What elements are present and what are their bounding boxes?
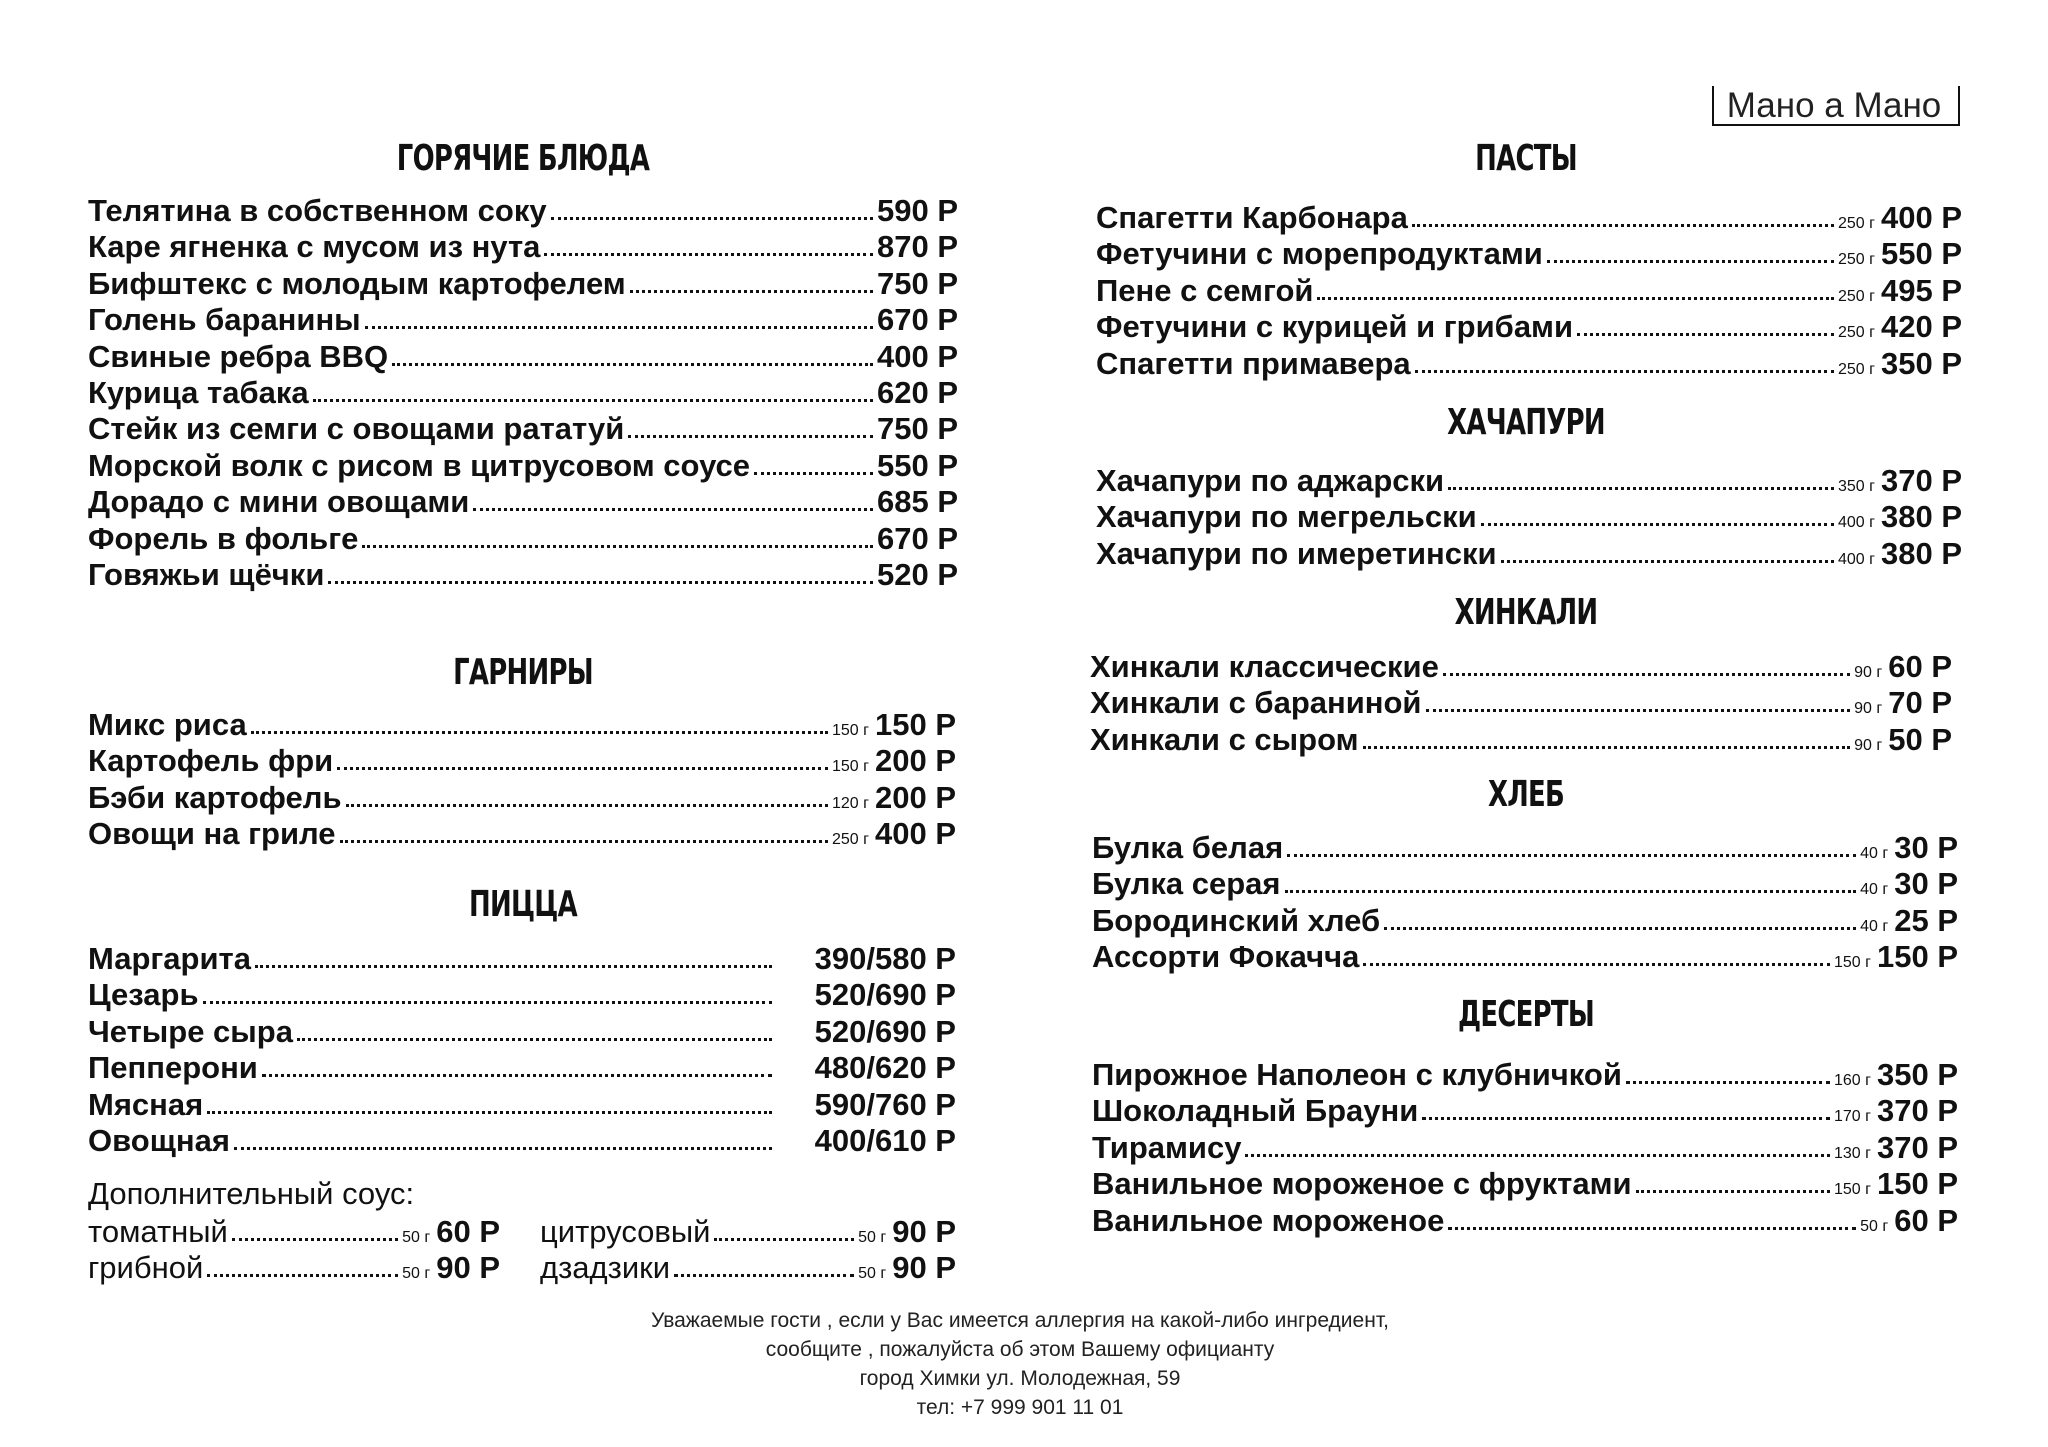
menu-item-weight: 250 г: [1838, 215, 1875, 232]
dot-leader: [255, 964, 772, 968]
menu-item-name: Тирамису: [1092, 1129, 1242, 1165]
dot-leader: [473, 507, 873, 511]
dot-leader: [340, 839, 828, 843]
menu-item-weight: 150 г: [832, 758, 869, 776]
menu-item-name: Голень баранины: [88, 302, 361, 338]
section-title-hot: ГОРЯЧИЕ БЛЮДА: [396, 138, 650, 179]
menu-item: [88, 448, 958, 484]
menu-item-price: 380 Р: [1880, 499, 1962, 535]
menu-item-price: 750 Р: [876, 265, 958, 301]
dot-leader: [1285, 889, 1857, 893]
menu-item-name: Шоколадный Брауни: [1092, 1093, 1419, 1129]
sauce-item: [540, 1214, 956, 1250]
dot-leader: [1422, 1116, 1830, 1120]
menu-item: [88, 743, 956, 779]
dot-leader: [297, 1037, 772, 1041]
dot-leader: [337, 766, 828, 770]
menu-item: [88, 780, 956, 816]
sauce-item-price: 90 Р: [892, 1214, 956, 1249]
menu-item-price: 150 Р: [874, 707, 956, 742]
menu-item-name: Булка серая: [1092, 866, 1281, 902]
menu-item-price: 350 Р: [1876, 1057, 1958, 1092]
menu-item-weight: 250 г: [1838, 287, 1875, 305]
menu-item-price: 150 Р: [1876, 939, 1958, 975]
sauce-item-price: 90 Р: [436, 1250, 500, 1285]
dot-leader: [1384, 926, 1856, 930]
dot-leader: [1287, 853, 1856, 857]
menu-item-name: Пирожное Наполеон с клубничкой: [1092, 1057, 1622, 1092]
menu-item-weight: 120 г: [832, 794, 869, 812]
sauce-item-name: дзадзики: [540, 1250, 671, 1285]
menu-item: [1092, 830, 1958, 866]
dot-leader: [551, 216, 873, 220]
menu-item-price: 670 Р: [876, 520, 958, 556]
menu-item-price: 550 Р: [1880, 236, 1962, 272]
menu-item-weight: 50 г: [1860, 1217, 1889, 1235]
menu-item: [1096, 309, 1962, 345]
dot-leader: [754, 471, 873, 475]
dot-leader: [714, 1237, 854, 1241]
menu-item: [1092, 1093, 1958, 1129]
dot-leader: [1501, 559, 1834, 563]
menu-item-name: Ванильное мороженое: [1092, 1202, 1445, 1238]
dot-leader: [207, 1110, 772, 1114]
menu-item-price: 495 Р: [1880, 272, 1962, 308]
menu-item-name: Овощи на гриле: [88, 816, 336, 852]
menu-item-weight: 250 г: [1838, 324, 1875, 342]
menu-item: [88, 977, 956, 1013]
menu-item: [88, 302, 958, 338]
menu-item-name: Говяжьи щёчки: [88, 557, 325, 592]
menu-item-name: Фетучини с морепродуктами: [1096, 236, 1543, 272]
dot-leader: [1412, 223, 1834, 227]
menu-item: [1090, 685, 1952, 721]
menu-item-price: 60 Р: [1888, 649, 1952, 684]
menu-item: [88, 1087, 956, 1123]
menu-item: [1096, 499, 1962, 535]
menu-item-weight: 130 г: [1834, 1144, 1871, 1162]
menu-item: [88, 193, 958, 229]
menu-item: [88, 375, 958, 411]
menu-item-name: Хачапури по имеретински: [1096, 535, 1497, 571]
menu-item: [1092, 1057, 1958, 1093]
menu-item-name: Морской волк с рисом в цитрусовом соусе: [88, 447, 751, 483]
menu-item: [1092, 866, 1958, 902]
menu-item-name: Спагетти Карбонара: [1096, 200, 1408, 235]
menu-item: [88, 1014, 956, 1050]
menu-item-price: 550 Р: [876, 447, 958, 483]
dot-leader: [251, 730, 828, 734]
section-title-pizza: ПИЦЦА: [469, 884, 577, 925]
menu-item: [88, 1123, 956, 1159]
menu-item-name: Четыре сыра: [88, 1013, 293, 1049]
menu-item-name: Стейк из семги с овощами рататуй: [88, 411, 625, 447]
sauce-item-weight: 50 г: [858, 1265, 887, 1282]
dot-leader: [362, 544, 873, 548]
section-title-khachapuri: ХАЧАПУРИ: [1447, 402, 1605, 443]
menu-item-name: Микс риса: [88, 707, 247, 742]
menu-item: [1092, 1130, 1958, 1166]
sauce-item-weight: 50 г: [858, 1229, 887, 1246]
menu-item-price: 520/690 Р: [814, 977, 956, 1013]
menu-item: [1096, 536, 1962, 572]
menu-item-weight: 250 г: [1838, 360, 1875, 378]
menu-item-name: Форель в фольге: [88, 520, 359, 556]
sauce-item-name: грибной: [88, 1250, 204, 1285]
menu-item-weight: 40 г: [1860, 881, 1889, 899]
dot-leader: [1481, 522, 1834, 526]
menu-item-price: 30 Р: [1894, 830, 1958, 865]
menu-item: [1090, 722, 1952, 758]
dot-leader: [1626, 1080, 1830, 1084]
menu-item-price: 520/690 Р: [814, 1013, 956, 1049]
menu-item-weight: 400 г: [1838, 514, 1875, 532]
menu-item-price: 380 Р: [1880, 535, 1962, 571]
dot-leader: [328, 580, 873, 584]
dot-leader: [1245, 1153, 1830, 1157]
menu-item-price: 50 Р: [1888, 721, 1952, 757]
menu-item-price: 870 Р: [876, 229, 958, 265]
dot-leader: [313, 398, 873, 402]
sauce-item-price: 90 Р: [892, 1250, 956, 1285]
menu-item-weight: 40 г: [1860, 917, 1889, 935]
menu-item-price: 370 Р: [1876, 1129, 1958, 1165]
menu-item-weight: 250 г: [1838, 251, 1875, 269]
menu-item: [88, 484, 958, 520]
sauce-item: [88, 1214, 500, 1250]
dot-leader: [1363, 962, 1830, 966]
menu-item-name: Хинкали с сыром: [1090, 721, 1359, 757]
menu-item-weight: 250 г: [832, 831, 869, 849]
dot-leader: [1415, 369, 1834, 373]
sauce-item-name: цитрусовый: [540, 1214, 711, 1249]
menu-item-name: Хачапури по мегрельски: [1096, 499, 1477, 535]
section-title-pasta: ПАСТЫ: [1475, 138, 1577, 179]
menu-item: [1096, 236, 1962, 272]
menu-item-price: 670 Р: [876, 302, 958, 338]
menu-item-name: Хинкали с бараниной: [1090, 685, 1422, 721]
menu-item-name: Хинкали классические: [1090, 649, 1439, 684]
menu-item-name: Булка белая: [1092, 830, 1284, 865]
menu-item-name: Фетучини с курицей и грибами: [1096, 309, 1574, 345]
menu-item-price: 590 Р: [876, 193, 958, 228]
section-title-desserts: ДЕСЕРТЫ: [1457, 994, 1595, 1035]
menu-item-weight: 150 г: [1834, 1181, 1871, 1199]
menu-item-price: 350 Р: [1880, 345, 1962, 381]
dot-leader: [630, 289, 873, 293]
menu-item-weight: 40 г: [1860, 845, 1889, 862]
dot-leader: [1636, 1189, 1830, 1193]
menu-item: [1096, 346, 1962, 382]
menu-item: [88, 557, 958, 593]
menu-item-name: Мясная: [88, 1086, 204, 1122]
menu-item: [1092, 1166, 1958, 1202]
menu-item-weight: 160 г: [1834, 1072, 1871, 1089]
section-title-bread: ХЛЕБ: [1487, 774, 1565, 815]
menu-item-price: 400/610 Р: [814, 1123, 956, 1158]
dot-leader: [203, 1000, 773, 1004]
dot-leader: [1317, 296, 1834, 300]
dot-leader: [1448, 486, 1834, 490]
dot-leader: [207, 1273, 398, 1277]
menu-item-price: 620 Р: [876, 375, 958, 410]
menu-item-price: 150 Р: [1876, 1166, 1958, 1202]
menu-item: [88, 229, 958, 265]
menu-item-name: Телятина в собственном соку: [88, 193, 547, 228]
menu-item-name: Маргарита: [88, 941, 251, 976]
section-title-khinkali: ХИНКАЛИ: [1454, 592, 1598, 633]
dot-leader: [234, 1146, 772, 1150]
menu-item-price: 400 Р: [876, 338, 958, 374]
dot-leader: [365, 325, 873, 329]
dot-leader: [392, 362, 873, 366]
menu-item-name: Пене с семгой: [1096, 272, 1314, 308]
footer-allergy-line-1: Уважаемые гости , если у Вас имеется аллергия на какой-либо ингредиент,: [651, 1309, 1389, 1332]
footer-allergy-line-2: сообщите , пожалуйста об этом Вашему официанту: [765, 1338, 1275, 1361]
footer-phone: тел: +7 999 901 11 01: [916, 1396, 1124, 1419]
menu-item-name: Ванильное мороженое с фруктами: [1092, 1166, 1632, 1202]
menu-item-name: Бородинский хлеб: [1092, 902, 1381, 938]
menu-item-price: 685 Р: [876, 484, 958, 520]
sauce-item-price: 60 Р: [436, 1214, 500, 1249]
menu-item-weight: 400 г: [1838, 550, 1875, 568]
menu-item-name: Пепперони: [88, 1050, 258, 1086]
sauce-item: [540, 1250, 956, 1286]
menu-item-name: Каре ягненка с мусом из нута: [88, 229, 541, 265]
menu-item-price: 200 Р: [874, 743, 956, 779]
dot-leader: [1547, 259, 1834, 263]
menu-item-weight: 90 г: [1854, 664, 1883, 681]
menu-item-name: Цезарь: [88, 977, 199, 1013]
dot-leader: [1426, 708, 1851, 712]
dot-leader: [544, 252, 873, 256]
menu-item-weight: 90 г: [1854, 700, 1883, 718]
brand-logo: Мано а Мано: [1712, 86, 1960, 126]
menu-item-weight: 150 г: [1834, 954, 1871, 972]
menu-item-name: Овощная: [88, 1123, 230, 1158]
dot-leader: [1363, 745, 1851, 749]
menu-item: [1096, 273, 1962, 309]
footer-address: город Химки ул. Молодежная, 59: [859, 1367, 1181, 1390]
menu-item-weight: 350 г: [1838, 478, 1875, 495]
menu-item-price: 520 Р: [876, 557, 958, 592]
menu-item: [88, 707, 956, 743]
menu-item-name: Дорадо с мини овощами: [88, 484, 470, 520]
menu-item-price: 370 Р: [1876, 1093, 1958, 1129]
menu-item: [1092, 1203, 1958, 1239]
menu-item-name: Хачапури по аджарски: [1096, 463, 1445, 498]
menu-item: [1090, 649, 1952, 685]
menu-item-name: Бэби картофель: [88, 779, 342, 815]
menu-item-name: Свиные ребра BBQ: [88, 338, 389, 374]
menu-item: [88, 339, 958, 375]
dot-leader: [232, 1237, 398, 1241]
menu-item-price: 420 Р: [1880, 309, 1962, 345]
menu-item-price: 480/620 Р: [814, 1050, 956, 1086]
menu-item-name: Ассорти Фокачча: [1092, 939, 1360, 975]
menu-item-weight: 90 г: [1854, 736, 1883, 754]
menu-item-name: Курица табака: [88, 375, 309, 410]
dot-leader: [346, 803, 828, 807]
menu-item: [88, 816, 956, 852]
menu-item-price: 70 Р: [1888, 685, 1952, 721]
sauce-item-name: томатный: [88, 1214, 228, 1249]
menu-item-price: 400 Р: [874, 816, 956, 852]
menu-item: [88, 266, 958, 302]
dot-leader: [674, 1273, 854, 1277]
menu-item: [88, 1050, 956, 1086]
menu-item: [1092, 903, 1958, 939]
menu-item-price: 590/760 Р: [814, 1086, 956, 1122]
dot-leader: [628, 434, 873, 438]
sauce-item-weight: 50 г: [402, 1229, 431, 1246]
menu-item-name: Бифштекс с молодым картофелем: [88, 265, 626, 301]
menu-item-price: 30 Р: [1894, 866, 1958, 902]
sauce-item-weight: 50 г: [402, 1265, 431, 1282]
menu-item: [1096, 463, 1962, 499]
menu-item-price: 25 Р: [1894, 902, 1958, 938]
menu-item-price: 60 Р: [1894, 1202, 1958, 1238]
menu-item: [1092, 939, 1958, 975]
sauce-title: Дополнительный соус:: [88, 1176, 415, 1211]
menu-item-name: Спагетти примавера: [1096, 345, 1411, 381]
dot-leader: [1443, 672, 1850, 676]
dot-leader: [1577, 332, 1834, 336]
footer-notice: [400, 1306, 1640, 1422]
section-title-sides: ГАРНИРЫ: [453, 652, 593, 693]
menu-item: [88, 411, 958, 447]
menu-item-weight: 150 г: [832, 722, 869, 739]
menu-item: [88, 521, 958, 557]
dot-leader: [1448, 1226, 1856, 1230]
menu-item-price: 200 Р: [874, 779, 956, 815]
menu-item: [88, 941, 956, 977]
dot-leader: [262, 1073, 772, 1077]
menu-item-price: 370 Р: [1880, 463, 1962, 498]
menu-item-price: 400 Р: [1880, 200, 1962, 235]
menu-item-name: Картофель фри: [88, 743, 334, 779]
menu-item-weight: 170 г: [1834, 1108, 1871, 1126]
menu-item: [1096, 200, 1962, 236]
sauce-item: [88, 1250, 500, 1286]
menu-item-price: 750 Р: [876, 411, 958, 447]
menu-item-price: 390/580 Р: [814, 941, 956, 976]
